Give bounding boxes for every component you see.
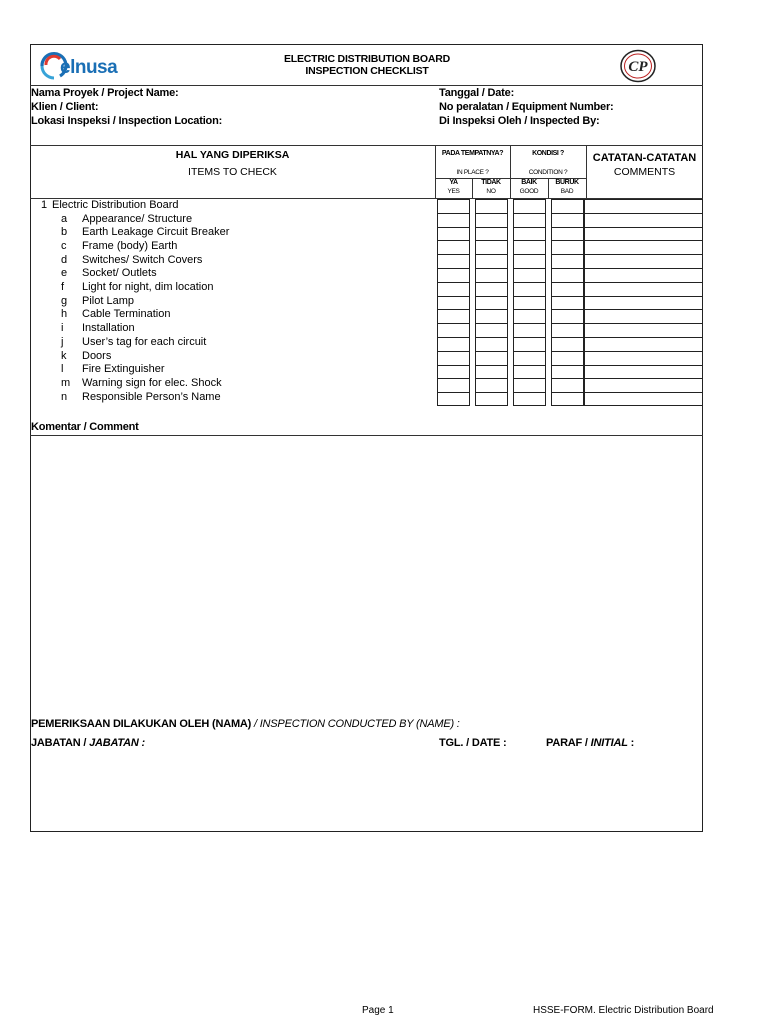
grid-row-line [475, 296, 508, 297]
grid-row-line [584, 378, 703, 379]
initial-colon: : [627, 737, 635, 749]
grid-row-line [475, 254, 508, 255]
grid-row-line [437, 323, 470, 324]
grid-row-line [551, 323, 584, 324]
location-label: Lokasi Inspeksi / Inspection Location: [31, 115, 223, 127]
page-number: Page 1 [362, 1005, 394, 1016]
grid-row-line [551, 378, 584, 379]
item-letter: e [61, 267, 68, 280]
grid-row-line [513, 378, 546, 379]
item-label: Appearance/ Structure [82, 212, 193, 225]
condition-header-id: KONDISI ? [532, 150, 564, 157]
item-label: Fire Extinguisher [82, 363, 165, 376]
grid-row-line [437, 282, 470, 283]
item-label: Socket/ Outlets [82, 267, 157, 280]
grid-row-line [584, 309, 703, 310]
grid-row-line [475, 282, 508, 283]
position-label-id: JABATAN / [31, 737, 90, 749]
item-letter: m [61, 376, 71, 389]
item-label: Earth Leakage Circuit Breaker [82, 226, 230, 239]
grid-row-line [475, 213, 508, 214]
signature-date-label: TGL. / DATE : [439, 737, 507, 749]
inspection-conducted-by [31, 717, 460, 731]
title-line-1: ELECTRIC DISTRIBUTION BOARD [283, 53, 451, 65]
section-number: 1 [41, 199, 48, 211]
item-label: Frame (body) Earth [82, 239, 178, 252]
item-letter: i [61, 322, 64, 335]
grid-row-line [584, 365, 703, 366]
table-top-border [30, 145, 703, 146]
grid-row-line [584, 282, 703, 283]
grid-row-line [584, 296, 703, 297]
item-label: Doors [82, 349, 112, 362]
cp-logo [619, 49, 657, 83]
initial-label-id: PARAF / [546, 737, 591, 749]
conducted-by-label-en: / INSPECTION CONDUCTED BY (NAME) : [251, 718, 460, 730]
item-label: Warning sign for elec. Shock [82, 376, 222, 389]
client-label: Klien / Client: [31, 101, 99, 113]
item-letter: b [61, 226, 68, 239]
grid-row-line [475, 351, 508, 352]
info-left [31, 86, 222, 128]
yes-header-id: YA [449, 179, 458, 186]
comment-label: Komentar / Comment [31, 421, 139, 433]
no-header-en: NO [486, 188, 496, 195]
grid-row-line [551, 337, 584, 338]
grid-row-line [551, 227, 584, 228]
grid-row-line [475, 365, 508, 366]
grid-row-line [475, 268, 508, 269]
item-label: User’s tag for each circuit [82, 335, 207, 348]
grid-row-line [513, 351, 546, 352]
grid-row-line [437, 351, 470, 352]
item-letter: j [61, 335, 64, 348]
elnusa-logo [38, 50, 148, 80]
yes-checkbox-column[interactable] [437, 199, 470, 406]
comments-header-en: COMMENTS [613, 166, 676, 178]
item-letter: c [61, 239, 67, 252]
grid-row-line [584, 392, 703, 393]
inplace-header-en: IN PLACE ? [456, 169, 489, 176]
comments-header-id: CATATAN-CATATAN [592, 152, 697, 164]
grid-row-line [584, 227, 703, 228]
item-letter: k [61, 349, 67, 362]
cp-seal-icon [619, 49, 657, 83]
good-header-id: BAIK [521, 179, 537, 186]
project-name-label: Nama Proyek / Project Name: [31, 87, 179, 99]
item-label: Responsible Person’s Name [82, 390, 221, 403]
comments-column[interactable] [584, 199, 703, 406]
grid-row-line [551, 351, 584, 352]
item-label: Switches/ Switch Covers [82, 253, 203, 266]
grid-row-line [584, 213, 703, 214]
grid-row-line [551, 309, 584, 310]
initial-label-en: INITIAL [590, 737, 628, 749]
item-letter: f [61, 281, 65, 293]
no-checkbox-column[interactable] [475, 199, 508, 406]
grid-row-line [513, 337, 546, 338]
logo-text: elnusa [60, 57, 118, 78]
equipment-number-label: No peralatan / Equipment Number: [439, 101, 614, 113]
grid-row-line [437, 296, 470, 297]
items-header-en: ITEMS TO CHECK [188, 166, 277, 178]
grid-row-line [551, 240, 584, 241]
grid-row-line [551, 296, 584, 297]
grid-row-line [513, 213, 546, 214]
item-letter: a [61, 212, 68, 225]
item-label: Installation [82, 322, 135, 335]
grid-row-line [513, 296, 546, 297]
comment-area[interactable] [31, 436, 702, 706]
inplace-header-id: PADA TEMPATNYA? [441, 150, 504, 157]
conducted-by-label-id: PEMERIKSAAN DILAKUKAN OLEH (NAMA) [31, 718, 252, 730]
item-letter: g [61, 294, 68, 307]
grid-row-line [437, 378, 470, 379]
grid-row-line [437, 337, 470, 338]
grid-row-line [551, 282, 584, 283]
item-letter: d [61, 253, 68, 266]
items-header-id: HAL YANG DIPERIKSA [175, 149, 290, 161]
position-field [31, 736, 145, 750]
grid-row-line [551, 254, 584, 255]
title-line-2: INSPECTION CHECKLIST [305, 65, 429, 77]
cp-logo-text: CP [628, 59, 648, 75]
bad-checkbox-column[interactable] [551, 199, 584, 406]
grid-row-line [584, 351, 703, 352]
grid-row-line [437, 309, 470, 310]
grid-row-line [513, 227, 546, 228]
grid-row-line [513, 282, 546, 283]
item-letter: h [61, 308, 68, 321]
grid-row-line [513, 392, 546, 393]
grid-row-line [437, 213, 470, 214]
form-code: HSSE-FORM. Electric Distribution Board [533, 1005, 714, 1016]
item-letter: n [61, 390, 68, 403]
document-title [230, 53, 504, 77]
grid-row-line [513, 323, 546, 324]
condition-header-en: CONDITION ? [528, 169, 568, 176]
grid-row-line [475, 240, 508, 241]
item-letter: l [61, 363, 64, 376]
grid-row-line [437, 365, 470, 366]
grid-row-line [437, 227, 470, 228]
grid-row-line [475, 227, 508, 228]
grid-row-line [584, 337, 703, 338]
grid-row-line [475, 337, 508, 338]
date-label: Tanggal / Date: [439, 87, 515, 99]
grid-row-line [513, 309, 546, 310]
grid-row-line [551, 365, 584, 366]
good-header-en: GOOD [519, 188, 539, 195]
grid-row-line [437, 392, 470, 393]
item-label: Cable Termination [82, 308, 171, 321]
grid-row-line [584, 240, 703, 241]
grid-row-line [475, 378, 508, 379]
grid-row-line [437, 268, 470, 269]
grid-row-line [475, 309, 508, 310]
section-title: Electric Distribution Board [52, 199, 179, 211]
inspected-by-label: Di Inspeksi Oleh / Inspected By: [439, 115, 600, 127]
item-label: Pilot Lamp [82, 294, 134, 307]
initial-field [546, 736, 634, 750]
grid-row-line [437, 254, 470, 255]
yes-header-en: YES [447, 188, 460, 195]
grid-row-line [551, 392, 584, 393]
grid-row-line [513, 240, 546, 241]
no-header-id: TIDAK [481, 179, 501, 186]
grid-row-line [584, 323, 703, 324]
grid-row-line [584, 254, 703, 255]
grid-row-line [437, 240, 470, 241]
bad-header-en: BAD [560, 188, 574, 195]
item-label: Light for night, dim location [82, 281, 214, 293]
grid-row-line [475, 323, 508, 324]
grid-row-line [513, 268, 546, 269]
grid-row-line [513, 254, 546, 255]
grid-row-line [475, 392, 508, 393]
grid-row-line [513, 365, 546, 366]
grid-row-line [584, 268, 703, 269]
position-label-en: JABATAN : [89, 737, 145, 749]
info-right [439, 86, 614, 128]
grid-row-line [551, 268, 584, 269]
good-checkbox-column[interactable] [513, 199, 546, 406]
bad-header-id: BURUK [555, 179, 579, 186]
grid-row-line [551, 213, 584, 214]
